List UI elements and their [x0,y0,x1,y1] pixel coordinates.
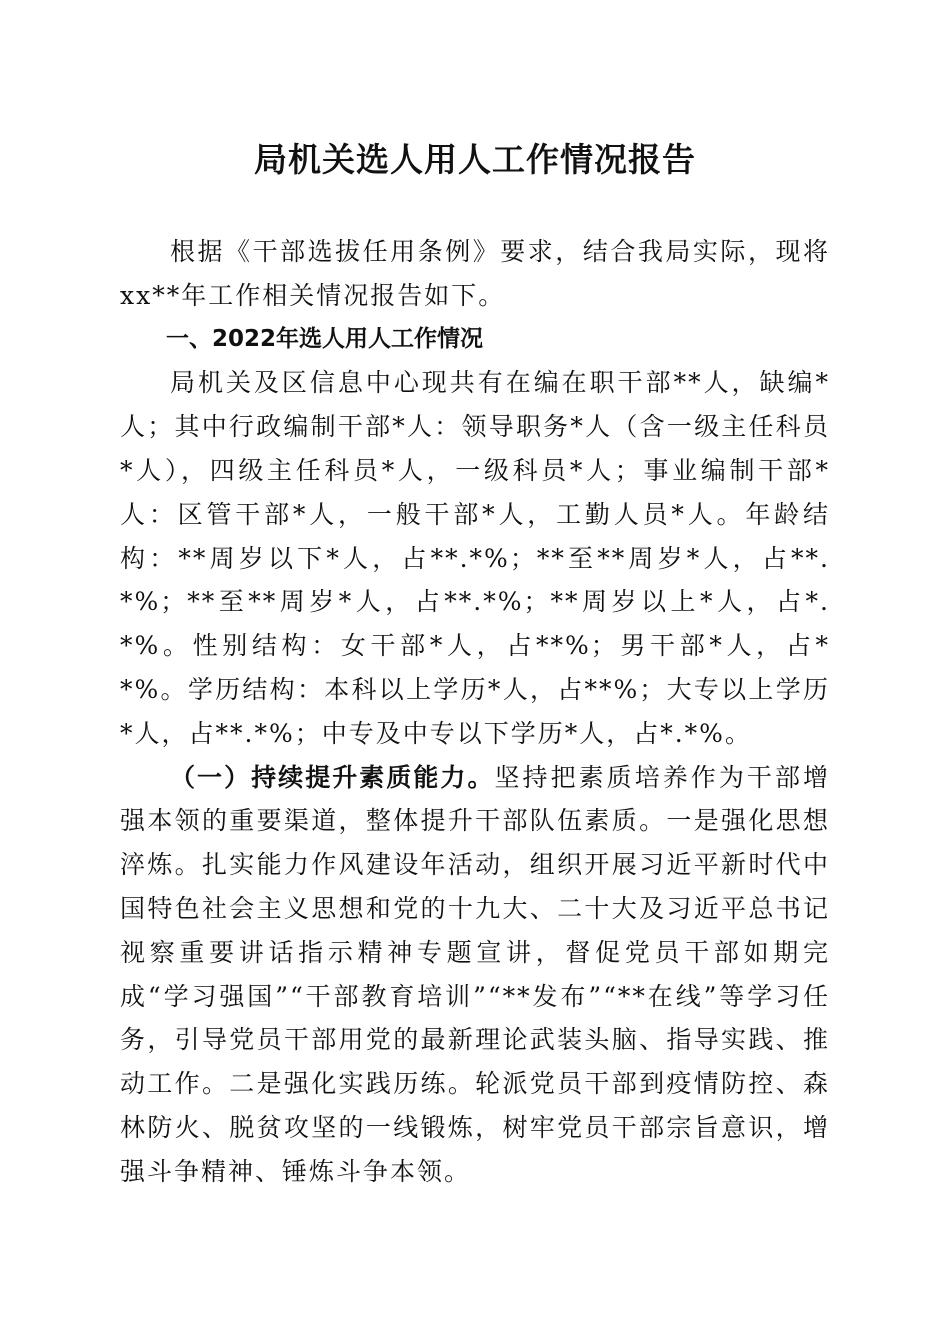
subsection-1-body: 坚持把素质培养作为干部增强本领的重要渠道，整体提升干部队伍素质。一是强化思想淬炼。扎实能力作风建设年活动，组织开展习近平新时代中国特色社会主义思想和党的十九大、二十大及习近平总书记视察重要讲话指示精神专题宣讲，督促党员干部如期完成“学习强国”“干部教育培训”“**发布”“**在线”等学习任务，引导党员干部用党的最新理论武装头脑、指导实践、推动工作。二是强化实践历练。轮派党员干部到疫情防控、森林防火、脱贫攻坚的一线锻炼，树牢党员干部宗旨意识，增强斗争精神、锤炼斗争本领。 [120,762,830,1186]
subsection-1-lead: （一）持续提升素质能力。 [170,762,495,792]
subsection-1-paragraph [120,756,830,1194]
section-heading-1: 一、2022年选人用人工作情况 [166,325,484,352]
intro-paragraph: 根据《干部选拔任用条例》要求，结合我局实际，现将xx**年工作相关情况报告如下。 [120,237,830,310]
document-title: 局机关选人用人工作情况报告 [254,140,696,179]
document-body [120,230,830,1194]
staffing-paragraph: 局机关及区信息中心现共有在编在职干部**人，缺编*人；其中行政编制干部*人：领导职务*人（含一级主任科员*人），四级主任科员*人，一级科员*人；事业编制干部*人：区管干部*人，一般干部*人，工勤人员*人。年龄结构：**周岁以下*人，占**.*%；**至**周岁*人，占**.*%；**至**周岁*人，占**.*%；**周岁以上*人，占*.*%。性别结构：女干部*人，占**%；男干部*人，占**%。学历结构：本科以上学历*人，占**%；大专以上学历*人，占**.*%；中专及中专以下学历*人，占*.*%。 [120,368,830,748]
